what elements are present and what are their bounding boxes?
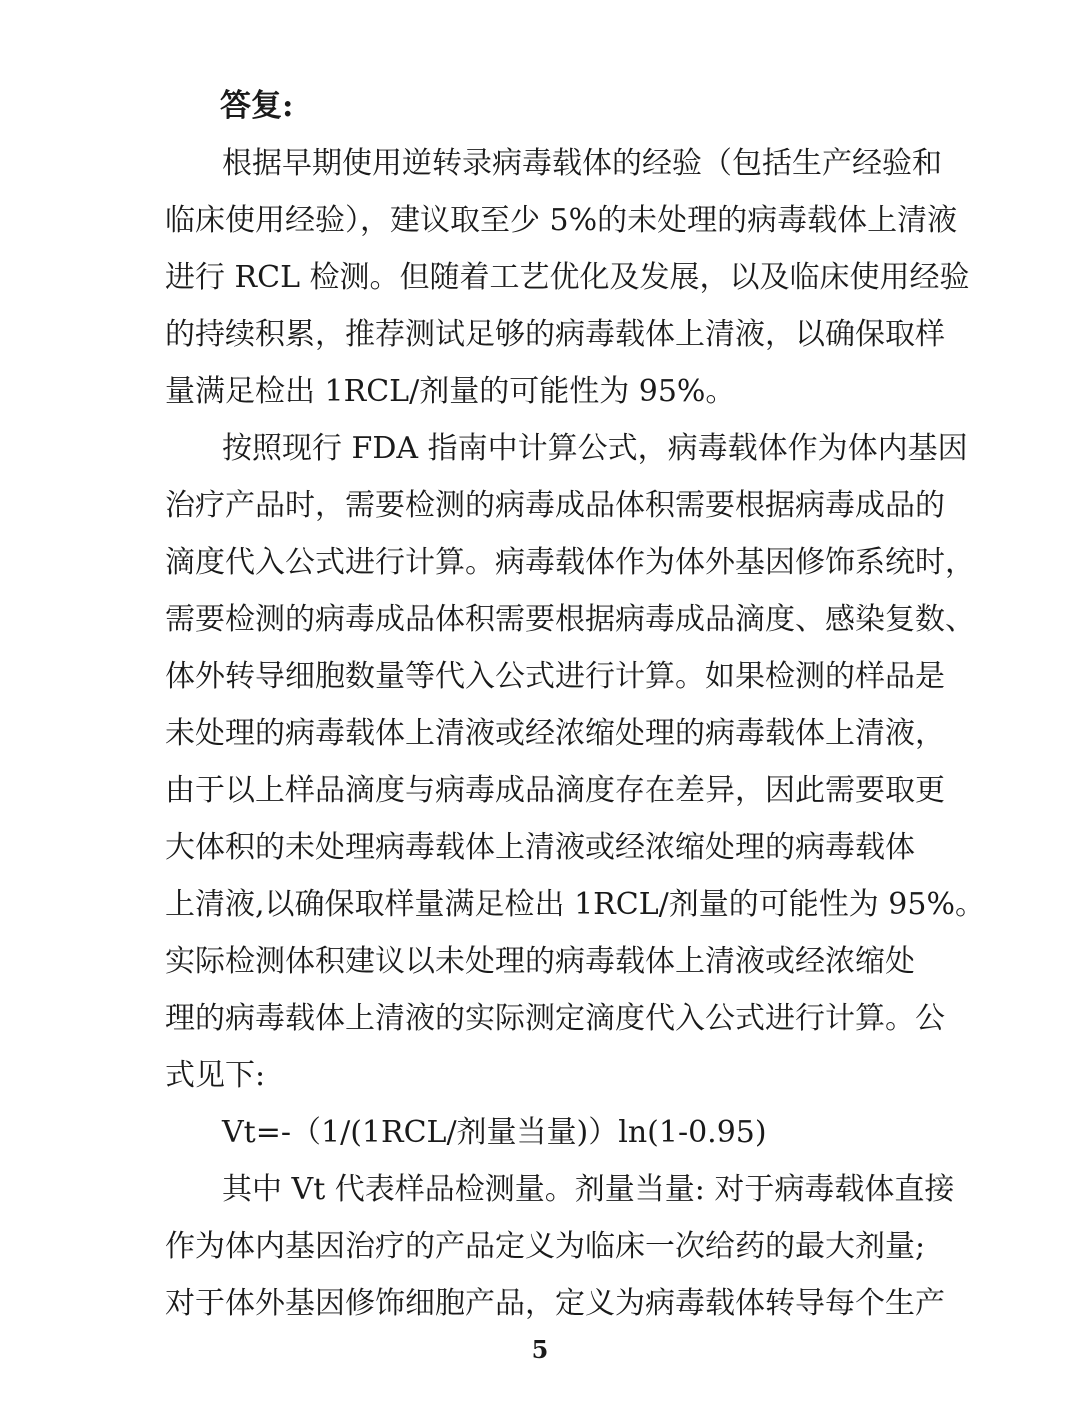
text-line: 根据早期使用逆转录病毒载体的经验（包括生产经验和 <box>222 146 942 181</box>
text-line: 其中 Vt 代表样品检测量。剂量当量: 对于病毒载体直接 <box>222 1172 955 1207</box>
text-line: 未处理的病毒载体上清液或经浓缩处理的病毒载体上清液， <box>165 716 945 751</box>
text-line: 理的病毒载体上清液的实际测定滴度代入公式进行计算。公 <box>165 1001 945 1036</box>
text-line: 按照现行 FDA 指南中计算公式，病毒载体作为体内基因 <box>222 431 968 466</box>
text-line: 上清液,以确保取样量满足检出 1RCL/剂量的可能性为 95%。 <box>165 887 985 922</box>
text-line: 滴度代入公式进行计算。病毒载体作为体外基因修饰系统时， <box>165 545 975 580</box>
text-line: 的持续积累，推荐测试足够的病毒载体上清液，以确保取样 <box>165 317 945 352</box>
formula: Vt=-（1/(1RCL/剂量当量)）ln(1-0.95) <box>222 1115 767 1150</box>
heading: 答复: <box>220 88 294 124</box>
text-line: 由于以上样品滴度与病毒成品滴度存在差异，因此需要取更 <box>165 773 945 808</box>
text-line: 大体积的未处理病毒载体上清液或经浓缩处理的病毒载体 <box>165 830 915 865</box>
text-line: 对于体外基因修饰细胞产品，定义为病毒载体转导每个生产 <box>165 1286 945 1321</box>
text-line: 进行 RCL 检测。但随着工艺优化及发展，以及临床使用经验 <box>165 260 970 295</box>
text-line: 治疗产品时，需要检测的病毒成品体积需要根据病毒成品的 <box>165 488 945 523</box>
text-line: 体外转导细胞数量等代入公式进行计算。如果检测的样品是 <box>165 659 945 694</box>
text-line: 作为体内基因治疗的产品定义为临床一次给药的最大剂量; <box>165 1229 926 1264</box>
text-line: 量满足检出 1RCL/剂量的可能性为 95%。 <box>165 374 736 409</box>
text-line: 临床使用经验），建议取至少 5%的未处理的病毒载体上清液 <box>165 203 958 238</box>
page-number: 5 <box>531 1335 549 1364</box>
text-line: 式见下: <box>165 1058 266 1093</box>
text-line: 实际检测体积建议以未处理的病毒载体上清液或经浓缩处 <box>165 944 915 979</box>
text-line: 需要检测的病毒成品体积需要根据病毒成品滴度、感染复数、 <box>165 602 975 637</box>
